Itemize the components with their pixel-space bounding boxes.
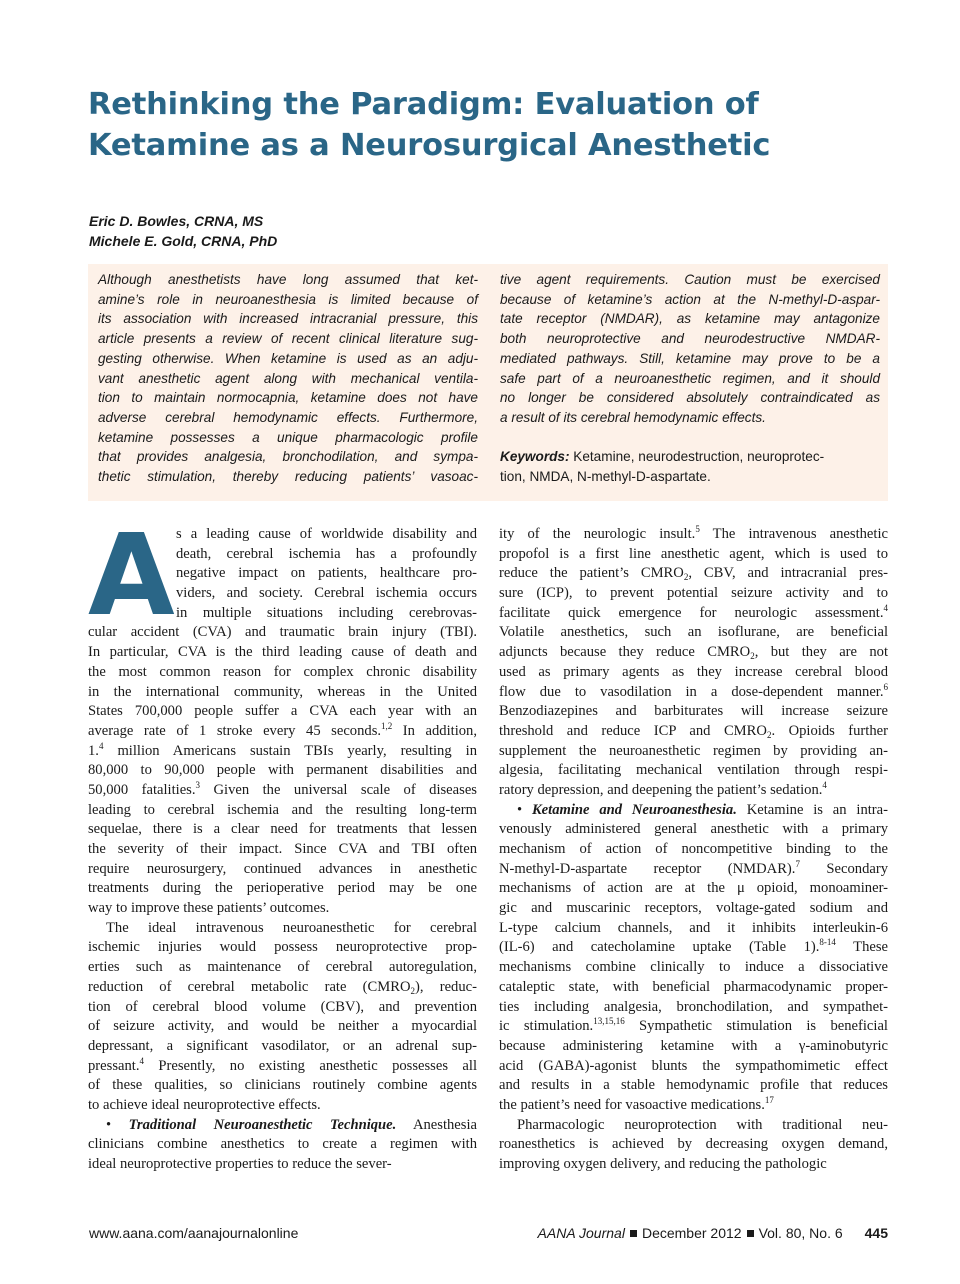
text-line: article presents a review of recent clinical literature sug-: [98, 331, 478, 347]
author: Eric D. Bowles, CRNA, MS: [89, 213, 264, 229]
text-line: the most common reason for complex chronic disability: [88, 663, 477, 680]
text-line: roanesthetics is achieved by decreasing oxygen demand,: [499, 1136, 888, 1153]
text-line: cular accident (CVA) and traumatic brain injury (TBI).: [88, 624, 477, 641]
text-line: 1.$^4$ million Americans sustain TBIs yearly, resulting in: [88, 740, 477, 759]
separator-icon: [747, 1230, 754, 1237]
text-line: a result of its cerebral hemodynamic effects.: [500, 409, 766, 425]
text-line: In particular, CVA is the third leading cause of death and: [88, 644, 477, 661]
text-line: gesting otherwise. When ketamine is used as an adju-: [98, 350, 478, 366]
text-line: in the international community, whereas in the United: [88, 683, 477, 700]
keywords-text: Ketamine, neurodestruction, neuroprotec-: [573, 449, 825, 465]
drop-cap: A: [88, 511, 175, 641]
text-line: of these qualities, so clinicians routinely combine agents: [88, 1077, 477, 1094]
text-line: tate receptor (NMDAR), as ketamine may antagonize: [500, 311, 880, 327]
journal-url[interactable]: www.aana.com/aanajournalonline: [89, 1225, 299, 1241]
article-title-line: Ketamine as a Neurosurgical Anesthetic: [88, 128, 771, 163]
text-line: sure (ICP), to prevent potential seizure activity and to: [499, 585, 888, 602]
text-line: acid (GABA)-agonist blunts the sympathomimetic effect: [499, 1057, 888, 1074]
text-line: leading to cerebral ischemia and the resulting long-term: [88, 801, 477, 818]
text-line: threshold and reduce ICP and $CMRO_2$. Opioids further: [499, 722, 888, 740]
body-left-column: [88, 511, 477, 1175]
text-line: ideal neuroprotective properties to reduce the sever-: [88, 1156, 392, 1172]
text-line: that provides analgesia, bronchodilation, and sympa-: [98, 449, 478, 465]
journal-footer: [538, 1224, 888, 1242]
text-line: cataleptic state, with beneficial pharmacodynamic proper-: [499, 978, 888, 995]
text-line: depressant, a significant vasodilator, or an adrenal sup-: [88, 1037, 477, 1054]
text-line: the severity of their impact. Since CVA and TBI often: [88, 841, 477, 857]
text-line: Pharmacologic neuroprotection with traditional neu-: [517, 1116, 888, 1133]
text-line: ketamine possesses a unique pharmacologic profile: [98, 429, 478, 445]
text-line: negative impact on patients, healthcare pro-: [176, 565, 477, 582]
text-line: ties including analgesia, bronchodilation, and sympathet-: [499, 998, 888, 1015]
text-line: sequelae, there is a clear need for treatments that lessen: [88, 821, 477, 838]
text-line: its association with increased intracranial pressure, this: [98, 311, 478, 327]
text-line: ischemic injuries would possess neuroprotective prop-: [88, 939, 477, 956]
text-line: erties such as maintenance of cerebral autoregulation,: [88, 959, 477, 976]
text-line: 80,000 to 90,000 people with permanent disabilities and: [88, 762, 477, 779]
text-line: facilitate quick emergence for neurologic assessment.$^4$: [499, 602, 888, 621]
text-line: propofol is a first line anesthetic agent, which is used to: [499, 545, 888, 562]
keywords-text: tion, NMDA, N-methyl-D-aspartate.: [500, 469, 711, 485]
page-number: 445: [864, 1225, 888, 1241]
keywords-label: Keywords:: [500, 449, 570, 465]
text-line: tion of cerebral blood volume (CBV), and prevention: [88, 998, 477, 1015]
text-line: L-type calcium channels, and it inhibits interleukin-6: [499, 919, 888, 936]
text-line: of seizure activity, and would be neither a myocardial: [88, 1018, 477, 1035]
text-line: because of ketamine’s action at the N-methyl-D-aspar-: [500, 291, 880, 307]
text-line: vant anesthetic agent along with mechanical ventila-: [98, 370, 478, 386]
text-line: mediated pathways. Still, ketamine may prove to be a: [500, 350, 880, 366]
text-line: ity of the neurologic insult.$^5$ The intravenous anesthetic: [499, 524, 888, 542]
text-line: require neurosurgery, continued advances in anesthetic: [88, 860, 477, 877]
text-line: treatments during the perioperative period may be one: [88, 880, 477, 897]
keywords: [500, 447, 880, 486]
separator-icon: [630, 1230, 637, 1237]
text-line: the patient’s need for vasoactive medications.$^{17}$: [499, 1094, 774, 1113]
author: Michele E. Gold, CRNA, PhD: [89, 233, 278, 249]
text-line: ic stimulation.$^{13,15,16}$ Sympathetic stimulation is beneficial: [499, 1016, 888, 1035]
text-line: used as primary agents as they increase cerebral blood: [499, 663, 888, 680]
text-line: both neuroprotective and neurodestructive NMDAR-: [500, 331, 880, 347]
text-line: death, cerebral ischemia has a profoundly: [176, 545, 477, 562]
text-line: (IL-6) and catecholamine uptake (Table 1).$^{8-14}$ These: [499, 937, 888, 956]
text-line: Benzodiazepines and barbiturates will increase seizure: [499, 703, 888, 720]
text-line: algesia, facilitating mechanical ventilation through respi-: [499, 762, 888, 779]
text-line: tive agent requirements. Caution must be exercised: [500, 272, 880, 287]
text-line: thetic stimulation, thereby reducing patients’ vasoac-: [98, 469, 478, 485]
text-line: pressant.$^4$ Presently, no existing anesthetic possesses all: [88, 1055, 477, 1074]
text-line: gic and muscarinic receptors, voltage-gated sodium and: [499, 900, 888, 917]
text-line: Although anesthetists have long assumed that ket-: [98, 272, 478, 287]
text-line: adjuncts because they reduce $CMRO_2$, but they are not: [499, 644, 889, 662]
issue-date: December 2012: [641, 1225, 742, 1241]
text-line: reduction of cerebral metabolic rate $(CMRO_2)$, reduc-: [88, 978, 477, 996]
volume: Vol. 80, No. 6: [758, 1225, 843, 1241]
text-line: N-methyl-D-aspartate receptor (NMDAR).$^7$ Secondary: [499, 858, 888, 877]
text-line: The ideal intravenous neuroanesthetic for cerebral: [106, 919, 477, 936]
text-line: tion to maintain normocapnia, ketamine does not have: [98, 390, 478, 406]
abstract-left-column: [98, 270, 478, 487]
text-line: no longer be considered absolutely contraindicated as: [500, 390, 880, 406]
text-line: amine’s role in neuroanesthesia is limited because of: [98, 291, 478, 307]
text-line: flow due to vasodilation in a dose-dependent manner.$^6$: [499, 681, 888, 700]
text-line: ratory depression, and deepening the patient’s sedation.$^4$: [499, 779, 827, 798]
text-line: States 700,000 people suffer a CVA each year with an: [88, 703, 477, 720]
text-line: because administering ketamine with a γ-aminobutyric: [499, 1037, 888, 1054]
text-line: reduce the patient’s $CMRO_2$, CBV, and intracranial pres-: [499, 565, 889, 583]
text-line: mechanisms of action are at the μ opioid, monoaminer-: [499, 880, 888, 897]
text-line: mechanism of action of noncompetitive binding to the: [499, 841, 888, 857]
text-line: venously administered general anesthetic with a primary: [499, 821, 888, 838]
text-line: • Ketamine and Neuroanesthesia. Ketamine is an intra-: [517, 801, 889, 818]
author-list: [89, 211, 277, 251]
text-line: supplement the neuroanesthetic regimen by providing an-: [499, 742, 888, 759]
text-line: to achieve ideal neuroprotective effects.: [88, 1096, 321, 1113]
text-line: improving oxygen delivery, and reducing the pathologic: [499, 1156, 827, 1172]
article-title: [88, 84, 888, 166]
text-line: adverse cerebral hemodynamic effects. Furthermore,: [98, 409, 478, 425]
text-line: • Traditional Neuroanesthetic Technique. Anesthesia: [106, 1116, 477, 1133]
text-line: Volatile anesthetics, such an isoflurane, are beneficial: [499, 624, 888, 641]
journal-name: AANA Journal: [537, 1225, 625, 1241]
text-line: clinicians combine anesthetics to create a regimen with: [88, 1136, 477, 1153]
text-line: in multiple situations including cerebrovas-: [176, 604, 477, 621]
text-line: viders, and society. Cerebral ischemia occurs: [176, 585, 477, 602]
abstract: [88, 264, 888, 501]
abstract-right-column: [500, 270, 880, 487]
text-line: s a leading cause of worldwide disability and: [176, 526, 477, 542]
text-line: safe part of a neuroanesthetic regimen, and it should: [500, 370, 880, 386]
text-line: 50,000 fatalities.$^3$ Given the universal scale of diseases: [88, 779, 477, 798]
text-line: way to improve these patients’ outcomes.: [88, 900, 330, 917]
text-line: and results in a stable hemodynamic profile that reduces: [499, 1077, 888, 1094]
text-line: average rate of 1 stroke every 45 seconds.$^{1,2}$ In addition,: [88, 720, 477, 739]
article-title-line: Rethinking the Paradigm: Evaluation of: [88, 87, 759, 122]
text-line: mechanisms combine clinically to induce a dissociative: [499, 959, 888, 976]
body-right-column: [499, 525, 888, 1175]
